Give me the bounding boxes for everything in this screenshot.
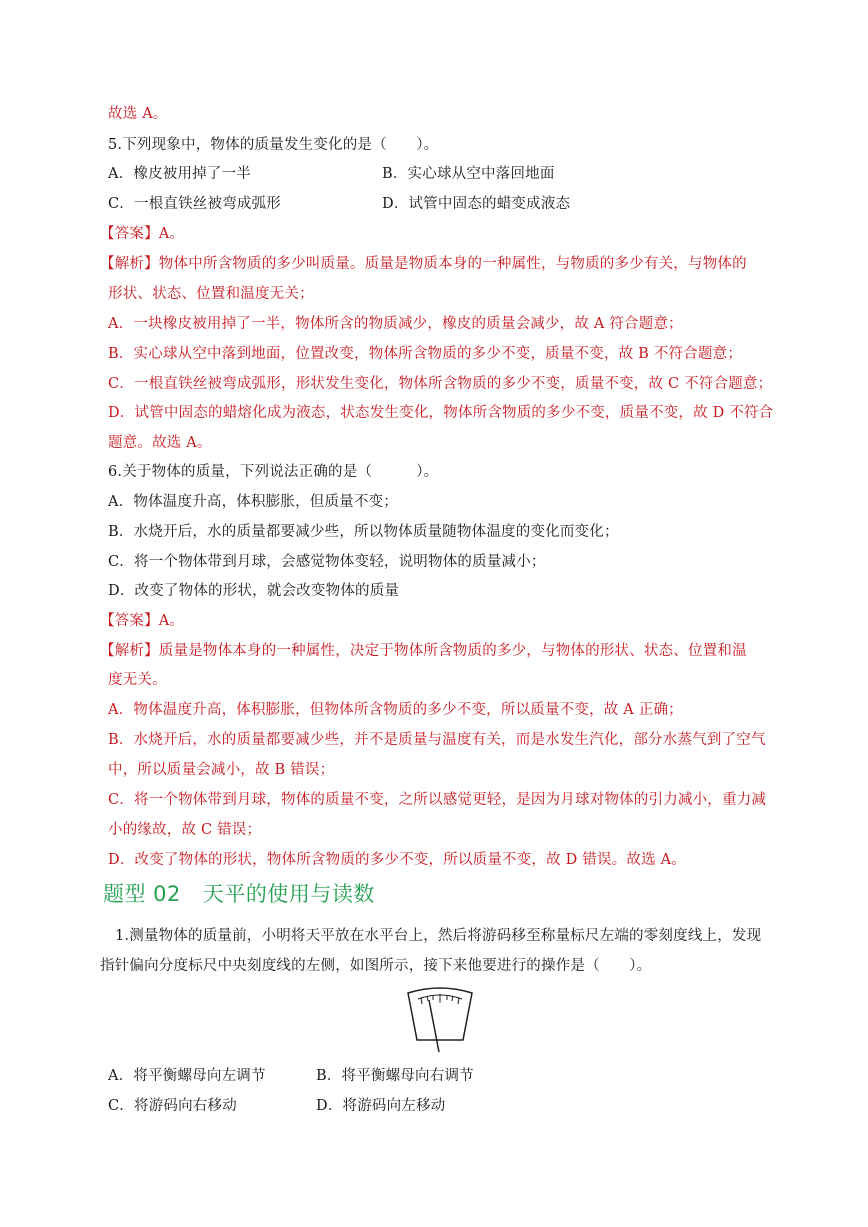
q5-stem: 5.下列现象中，物体的质量发生变化的是（ ）。 (108, 137, 439, 153)
q1-stem-line: 指针偏向分度标尺中央刻度线的左侧，如图所示，接下来他要进行的操作是（ ）。 (100, 958, 652, 974)
q6-analysis-line: D．改变了物体的形状，物体所含物质的多少不变，所以质量不变，故 D 错误。故选 A。 (108, 852, 686, 868)
pointer-needle (429, 1000, 439, 1052)
q6-analysis-line: A．物体温度升高，体积膨胀，但物体所含物质的多少不变，所以质量不变，故 A 正确； (108, 702, 683, 718)
q5-option-c: C．一根直铁丝被弯成弧形 (108, 196, 281, 212)
q5-option-d: D．试管中固态的蜡变成液态 (382, 196, 571, 212)
section-title: 天平的使用与读数 (202, 882, 375, 906)
q5-analysis-line: A．一块橡皮被用掉了一半，物体所含的物质减少，橡皮的质量会减少，故 A 符合题意； (108, 316, 683, 332)
section-number: 题型 02 (103, 882, 181, 906)
q5-option-a: A．橡皮被用掉了一半 (108, 166, 251, 182)
q1-stem-line: 1.测量物体的质量前，小明将天平放在水平台上，然后将游码移至称量标尺左端的零刻度线上，发现 (115, 928, 762, 944)
q6-analysis-line: 中，所以质量会减小，故 B 错误； (108, 762, 335, 778)
balance-scale-icon (405, 986, 475, 1054)
q6-analysis-line: 度无关。 (108, 672, 167, 688)
q6-answer: 【答案】A。 (100, 613, 185, 629)
q6-analysis-line: B．水烧开后，水的质量都要减少些，并不是质量与温度有关，而是水发生汽化，部分水蒸气到了空气 (108, 732, 766, 748)
q6-analysis-line: C．将一个物体带到月球，物体的质量不变，之所以感觉更轻，是因为月球对物体的引力减小，重力减 (108, 792, 767, 808)
balance-pointer-figure (405, 986, 475, 1058)
q1-option-b: B．将平衡螺母向右调节 (316, 1068, 474, 1084)
section-heading (103, 878, 375, 908)
q5-analysis-line: 题意。故选 A。 (108, 435, 212, 451)
q6-option-b: B．水烧开后，水的质量都要减少些，所以物体质量随物体温度的变化而变化； (108, 524, 619, 540)
q6-analysis-line: 【解析】质量是物体本身的一种属性，决定于物体所含物质的多少，与物体的形状、状态、位置和温 (100, 643, 747, 659)
q4-conclusion: 故选 A。 (108, 106, 168, 122)
q5-analysis-line: C．一根直铁丝被弯成弧形，形状发生变化，物体所含物质的多少不变，质量不变，故 C 不符合题意； (108, 376, 773, 392)
q6-option-c: C．将一个物体带到月球，会感觉物体变轻，说明物体的质量减小； (108, 554, 546, 570)
q1-option-d: D．将游码向左移动 (316, 1098, 446, 1114)
q5-analysis-line: 形状、状态、位置和温度无关； (108, 286, 314, 302)
q5-analysis-line: 【解析】物体中所含物质的多少叫质量。质量是物质本身的一种属性，与物质的多少有关，与物体的 (100, 256, 747, 272)
q6-option-a: A．物体温度升高，体积膨胀，但质量不变； (108, 494, 398, 510)
q5-analysis-line: D．试管中固态的蜡熔化成为液态，状态发生变化，物体所含物质的多少不变，质量不变，故 D 不符合 (108, 405, 774, 421)
q5-analysis-line: B．实心球从空中落到地面，位置改变，物体所含物质的多少不变，质量不变，故 B 不符合题意； (108, 346, 743, 362)
q1-option-a: A．将平衡螺母向左调节 (108, 1068, 266, 1084)
q5-answer: 【答案】A。 (100, 226, 185, 242)
q6-stem: 6.关于物体的质量，下列说法正确的是（ ）。 (108, 464, 439, 480)
q5-option-b: B．实心球从空中落回地面 (382, 166, 555, 182)
q6-analysis-line: 小的缘故，故 C 错误； (108, 822, 262, 838)
q1-option-c: C．将游码向右移动 (108, 1098, 237, 1114)
q6-option-d: D．改变了物体的形状，就会改变物体的质量 (108, 583, 400, 599)
